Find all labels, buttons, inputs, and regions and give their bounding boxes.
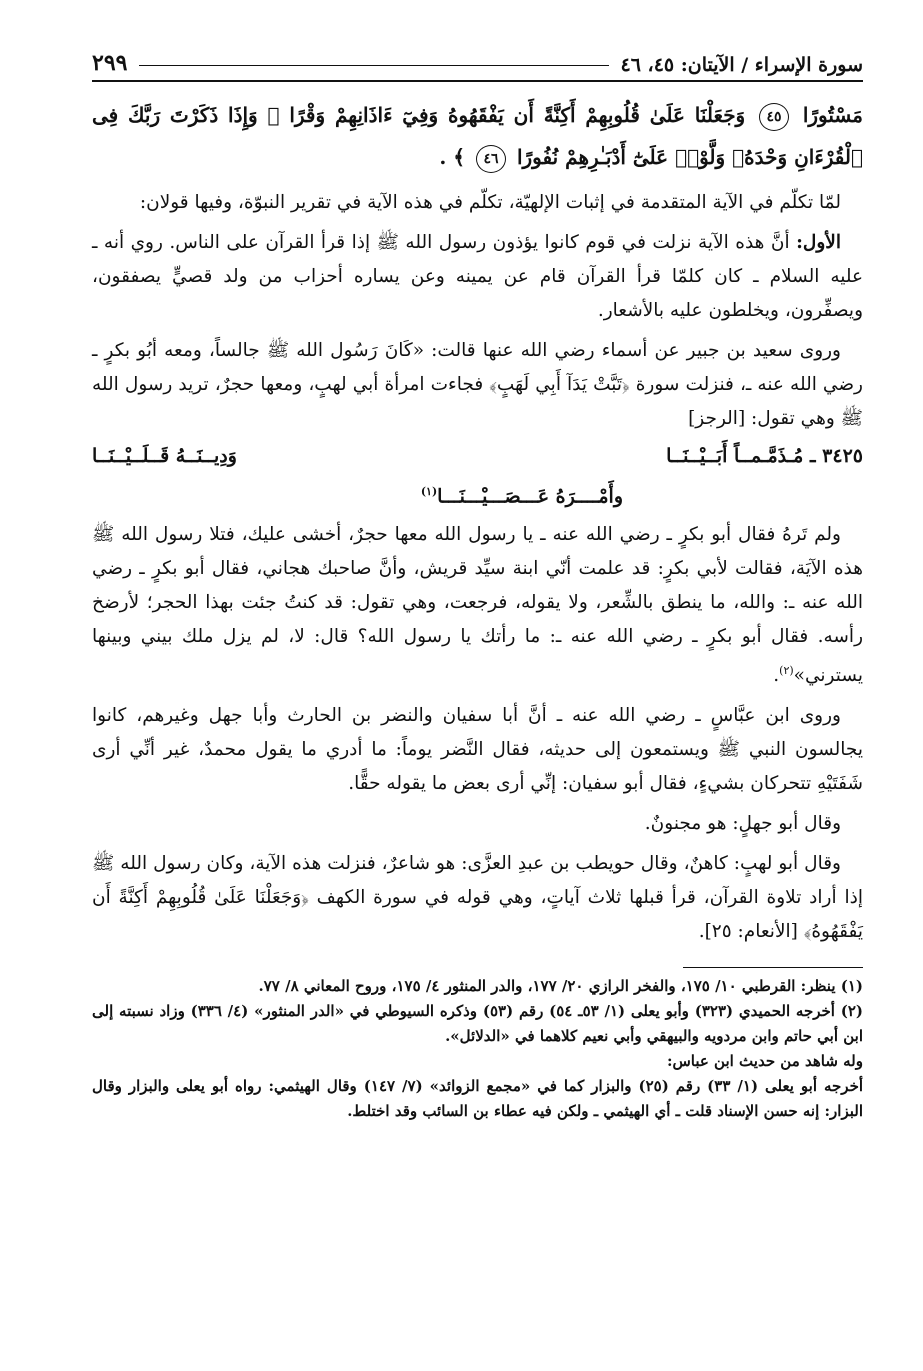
paragraph-ibn-abbas: وروى ابن عبَّاسٍ ـ رضي الله عنه ـ أنَّ أبا سفيان والنضر بن الحارث وأبا جهل وغيرهم، كانوا يجالسون النبي ﷺ ويستمعون إلى حديثه، فقال النَّضر يوماً: ما أدري ما يقول محمدٌ، غير أنِّي أرى شَفَتَيْهِ تتحركان بشيءٍ، فقال أبو سفيان: إنِّي أرى بعض ما يقوله حقًّا. [92, 705, 863, 795]
paragraph-abu-bakr [92, 518, 863, 693]
poem-hemistich-3: وأَمْــــرَهُ عَـــصَـــيْـــنَـــا [437, 485, 623, 508]
poem-hemistich-2: وَدِيــنَــهُ قَــلَــيْــنَــا [92, 445, 237, 467]
page [92, 36, 863, 1124]
footnote-2-witness: وله شاهد من حديث ابن عباس: [666, 1052, 863, 1071]
paragraph-asma-narration: وروى سعيد بن جبير عن أسماء رضي الله عنها قالت: «كَانَ رَسُول الله ﷺ جالساً، ومعه أبُو بكرٍ ـ رضي الله عنه ـ، فنزلت سورة ﴿تَبَّتْ يَدَآ أَبِي لَهَبٍ﴾ فجاءت امرأة أبي لهبٍ، ومعها حجرٌ، تريد رسول الله ﷺ وهي تقول: [الرجز] [92, 340, 863, 429]
header-rule [139, 65, 608, 66]
poem-verse [92, 438, 863, 514]
verse-end: ﴾ . [439, 145, 466, 169]
abu-bakr-text: ولم تَرهُ فقال أبو بكرٍ ـ رضي الله عنه ـ يا رسول الله معها حجرٌ، أخشى عليك، فتلا رسول الله ﷺ هذه الآيَة، فقالت لأبي بكرٍ: قد علمت أنّي ابنة سيِّد قريش، وأنَّ صاحبك هجاني، فقال أبو بكرٍ ـ رضي الله عنه ـ: والله، ما ينطق بالشِّعر، ولا يقوله، فرجعت، وهي تقول: قد كنتُ جئت بهذا الحجر؛ لأرضخ رأسه. فقال أبو بكرٍ ـ رضي الله عنه ـ: ما رأتك يا رسول الله؟ قال: لا، لم يزل ملك بيني وبينها يسترني» [92, 524, 863, 687]
ayah-number-45: ٤٥ [759, 103, 789, 131]
footnote-2-abu-yala: أخرجه أبو يعلى (١/ ٣٣) رقم (٢٥) والبزار كما في «مجمع الزوائد» (٧/ ١٤٧) وقال الهيثمي: رواه أبو يعلى والبزار وقال البزار: إنه حسن الإسناد قلت ـ أي الهيثمي ـ ولكن فيه عطاء بن السائب وقد اختلط. [92, 1077, 864, 1121]
paragraph-abu-jahl: وقال أبو جهلٍ: هو مجنونٌ. [644, 813, 841, 835]
footnote-1: (١) ينظر: القرطبي ١٠/ ١٧٥، والفخر الرازي ٢٠/ ١٧٧، والدر المنثور ٤/ ١٧٥، وروح المعاني ٨/ ٧٧. [258, 977, 863, 996]
footnote-separator [683, 967, 863, 968]
verse-part-2: وَجَعَلْنَا عَلَىٰ قُلُوبِهِمْ أَكِنَّةً أَن يَفْقَهُوهُ وَفِيٓ ءَاذَانِهِمْ وَقْرًا ۚ وَإِذَا ذَكَرْتَ رَبَّكَ فِى ٱلْقُرْءَانِ وَحْدَهُۥ وَلَّوْا۟ عَلَىٰٓ أَدْبَـٰرِهِمْ نُفُورًا [92, 103, 863, 169]
quran-verse [92, 94, 863, 178]
poem-number: ٣٤٢٥ ـ [809, 445, 863, 467]
verse-part-1: مَسْتُورًا [802, 103, 863, 127]
ayah-number-46: ٤٦ [476, 145, 506, 173]
paragraph-first-opinion [92, 226, 863, 328]
surah-title: سورة الإسراء / الآيتان: ٤٥، ٤٦ [620, 54, 863, 76]
poem-line-1 [92, 438, 863, 474]
poem-first-half [666, 438, 863, 474]
footnote-ref-2[interactable]: (٢) [779, 664, 794, 678]
abu-bakr-end: . [773, 665, 780, 687]
first-opinion-label: الأول: [796, 232, 841, 253]
poem-hemistich-1: مُـذَمَّـمــاً أَبَــيْــنَــا [666, 445, 804, 467]
footnotes [92, 974, 863, 1124]
paragraph-intro: لمّا تكلّم في الآية المتقدمة في إثبات الإلهيّة، تكلّم في هذه الآية في تقرير النبوّة، وفيها قولان: [139, 192, 841, 213]
first-opinion-text: أنَّ هذه الآية نزلت في قوم كانوا يؤذون رسول الله ﷺ إذا قرأ القرآن على الناس. روي أنه ـ عليه السلام ـ كان كلمّا قرأ القرآن قام عن يمينه وعن يساره أحزاب من ولد قصيٍّ يصفقون، ويصفِّرون، ويخلطون عليه بالأشعار. [92, 232, 863, 321]
footnote-ref-1[interactable]: (١) [420, 485, 438, 498]
footnote-2: (٢) أخرجه الحميدي (٣٢٣) وأبو يعلى (١/ ٥٣ـ ٥٤) رقم (٥٣) وذكره السيوطي في «الدر المنثور» (٤/ ٣٣٦) وزاد نسبته إلى ابن أبي حاتم وابن مردويه والبيهقي وأبي نعيم كلاهما في «الدلائل». [92, 1002, 864, 1046]
page-header [92, 36, 863, 82]
poem-line-2 [92, 474, 863, 514]
paragraph-abu-lahab: وقال أبو لهبٍ: كاهنٌ، وقال حويطب بن عبدِ العزَّى: هو شاعرٌ، فنزلت هذه الآية، وكان رسول الله ﷺ إذا أراد تلاوة القرآن، قرأ قبلها ثلاث آياتٍ، وهي قوله في سورة الكهف ﴿وَجَعَلْنَا عَلَىٰ قُلُوبِهِمْ أَكِنَّةً أَن يَفْقَهُوهُ﴾ [الأنعام: ٢٥]. [92, 853, 863, 943]
page-number: ٢٩٩ [92, 50, 128, 76]
